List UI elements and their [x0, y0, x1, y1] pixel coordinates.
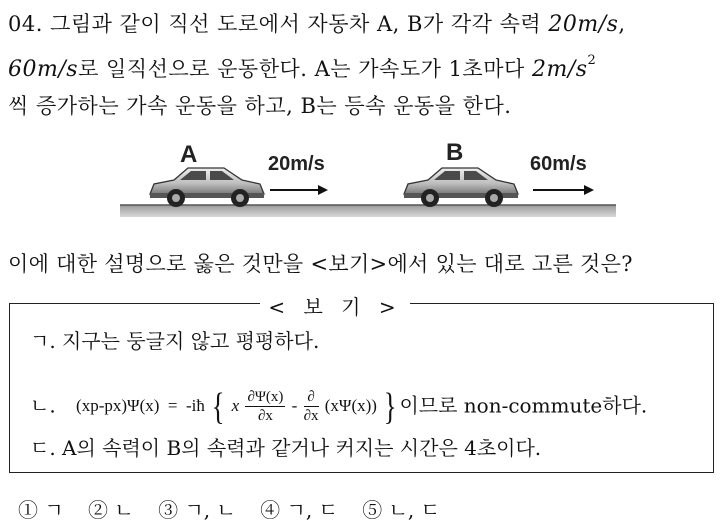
choice-2[interactable] — [88, 494, 134, 523]
fraction-2-numerator: ∂ — [304, 389, 319, 407]
problem-text: 씩 증가하는 가속 운동을 하고, B는 등속 운동을 한다. — [8, 94, 512, 118]
choice-3[interactable] — [158, 494, 236, 523]
car-a — [150, 168, 264, 207]
choice-number: ① — [18, 498, 38, 522]
choice-5[interactable] — [362, 494, 440, 523]
choice-text: ㄱ, ㄴ — [184, 498, 236, 522]
equals-sign: = — [167, 395, 178, 415]
question-text: 이에 대한 설명으로 옳은 것만을 <보기>에서 있는 대로 고른 것은? — [8, 252, 633, 276]
equation-tail: (xΨ(x)) — [324, 395, 377, 415]
equation-coefficient: -iħ — [186, 395, 205, 415]
choice-number: ③ — [158, 498, 179, 522]
choice-text: ㄱ, ㄷ — [286, 498, 338, 522]
accel-exponent: 2 — [587, 53, 597, 68]
road — [120, 205, 616, 217]
car-b — [404, 168, 518, 207]
car-a-label: A — [180, 141, 198, 168]
problem-text: 04. 그림과 같이 직선 도로에서 자동차 A, B가 각각 속력 — [8, 12, 549, 36]
punctuation: , — [618, 12, 626, 36]
choice-text: ㄴ — [114, 498, 134, 522]
left-brace: { — [211, 386, 225, 428]
fraction-1-denominator: ∂x — [257, 408, 273, 424]
car-b-speed: 60m/s — [530, 153, 587, 175]
problem-line-3 — [8, 90, 511, 120]
problem-line-1 — [8, 8, 626, 38]
bogi-item-3: ㄷ. A의 속력이 B의 속력과 같거나 커지는 시간은 4초이다. — [30, 436, 542, 460]
accel-value: 2m/s — [531, 57, 588, 82]
bogi-item-1: ㄱ. 지구는 둥글지 않고 평평하다. — [30, 329, 320, 353]
choice-text: ㄱ — [44, 498, 64, 522]
cars-figure — [118, 130, 618, 230]
problem-text: 로 일직선으로 운동한다. A는 가속도가 1초마다 — [78, 57, 532, 81]
choice-number: ② — [88, 498, 109, 522]
choice-text: ㄴ, ㄷ — [388, 498, 440, 522]
choice-4[interactable] — [260, 494, 338, 523]
fraction-2-denominator: ∂x — [303, 408, 319, 424]
problem-line-2 — [8, 53, 596, 83]
item-2-suffix: 이므로 non-commute하다. — [399, 393, 648, 418]
speed-a-value: 20m/s — [548, 12, 619, 37]
car-a-speed: 20m/s — [268, 153, 325, 175]
minus-sign: - — [291, 395, 298, 415]
bogi-item-2 — [30, 388, 647, 426]
equation-x: x — [231, 395, 240, 415]
answer-choices — [18, 494, 458, 523]
equation-lhs: (xp-px)Ψ(x) — [76, 395, 160, 415]
choice-number: ④ — [260, 498, 281, 522]
choice-number: ⑤ — [362, 498, 383, 522]
fraction-1-numerator: ∂Ψ(x) — [247, 389, 284, 405]
car-b-label: B — [446, 139, 464, 166]
item-marker: ㄴ. — [30, 393, 56, 418]
commutator-equation — [76, 388, 399, 426]
right-brace: } — [383, 386, 397, 428]
choice-1[interactable] — [18, 494, 64, 523]
bogi-title: < 보 기 > — [260, 291, 410, 320]
fraction-2 — [304, 389, 319, 425]
fraction-1 — [245, 389, 285, 425]
speed-b-value: 60m/s — [8, 57, 79, 82]
